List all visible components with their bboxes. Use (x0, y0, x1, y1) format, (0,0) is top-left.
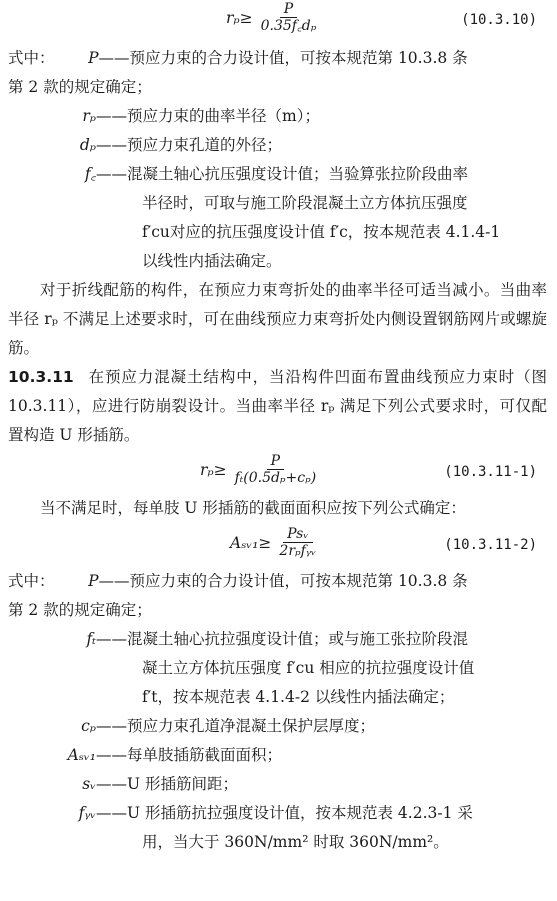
def-continuation: 第 2 款的规定确定； (8, 601, 152, 619)
def-text: ——混凝土轴心抗拉强度设计值；或与施工张拉阶段混 (96, 630, 469, 648)
def-fc (8, 160, 547, 189)
def-text: ——预应力束的合力设计值，可按本规范第 10.3.8 条 (98, 49, 468, 67)
def-symbol: fᵧᵥ (78, 804, 96, 822)
section-number: 10.3.11 (8, 368, 74, 386)
def-symbol: f꜀ (84, 165, 96, 183)
eq-lhs: Aₛᵥ₁≥ (230, 533, 272, 552)
eq-denominator: fₜ(0.5dₚ+cₚ) (234, 470, 317, 486)
def-dp (8, 131, 547, 160)
def-text: ——预应力束的合力设计值，可按本规范第 10.3.8 条 (98, 572, 468, 590)
def-symbol: P (88, 572, 99, 590)
def-rp (8, 102, 547, 131)
def-symbol: Aₛᵥ₁ (67, 746, 96, 764)
def-symbol: cₚ (81, 717, 96, 735)
def-ft (8, 625, 547, 654)
eq-fraction (257, 2, 321, 34)
def-P (8, 44, 547, 73)
eq-lhs: rₚ≥ (200, 460, 227, 479)
eq-fraction (231, 454, 321, 486)
def-text: ——预应力束的曲率半径（m）； (96, 107, 320, 125)
eq-fraction (275, 527, 320, 559)
def-symbol: fₜ (86, 630, 96, 648)
def-cp (8, 712, 547, 741)
eq-denominator: 0.35f꜀dₚ (260, 18, 317, 34)
paragraph-bent-tendons: 对于折线配筋的构件，在预应力束弯折处的曲率半径可适当减小。当曲率半径 rₚ 不满足上述要求时，可在曲线预应力束弯折处内侧设置钢筋网片或螺旋筋。 (8, 281, 547, 357)
def-text: ——U 形插筋间距； (96, 775, 238, 793)
def-lead: 式中： (8, 49, 55, 67)
def-text: ——预应力束孔道的外径； (96, 136, 283, 154)
def-continuation: 以线性内插法确定。 (142, 252, 282, 270)
def-asv1 (8, 741, 547, 770)
def-symbol: dₚ (79, 136, 96, 154)
eq-denominator: 2rₚfᵧᵥ (279, 543, 317, 559)
def-fyv (8, 799, 547, 828)
eq-number: (10.3.10) (461, 12, 537, 28)
def-continuation: 半径时，可取与施工阶段混凝土立方体抗压强度 (142, 194, 468, 212)
def-continuation: 第 2 款的规定确定； (8, 78, 152, 96)
def-continuation: 凝土立方体抗压强度 f′cu 相应的抗拉强度设计值 (142, 659, 475, 677)
definitions-block-2 (8, 567, 547, 857)
eq-number: (10.3.11-2) (444, 537, 537, 553)
def-text: ——U 形插筋抗拉强度设计值，按本规范表 4.2.3-1 采 (96, 804, 473, 822)
equation-10-3-10 (8, 0, 547, 44)
def-symbol: rₚ (82, 107, 96, 125)
eq-numerator: Psᵥ (283, 527, 312, 543)
def-text: ——每单肢插筋截面面积； (96, 746, 283, 764)
section-10-3-11 (8, 363, 547, 450)
section-text: 在预应力混凝土结构中，当沿构件凹面布置曲线预应力束时（图 10.3.11），应进行防崩裂设计。当曲率半径 rₚ 满足下列公式要求时，可仅配置构造 U 形插筋。 (8, 368, 547, 444)
paragraph-u-bars: 当不满足时，每单肢 U 形插筋的截面面积应按下列公式确定： (40, 499, 466, 517)
definitions-block-1 (8, 44, 547, 276)
def-symbol: P (88, 49, 99, 67)
eq-numerator: P (267, 454, 284, 470)
def-text: ——预应力束孔道净混凝土保护层厚度； (96, 717, 376, 735)
equation-10-3-11-1 (8, 450, 547, 494)
eq-number: (10.3.11-1) (444, 464, 537, 480)
def-continuation: 用，当大于 360N/mm² 时取 360N/mm²。 (142, 833, 449, 851)
def-text: ——混凝土轴心抗压强度设计值；当验算张拉阶段曲率 (96, 165, 469, 183)
def-symbol: sᵥ (82, 775, 96, 793)
eq-lhs: rₚ≥ (226, 8, 253, 27)
def-lead: 式中： (8, 572, 55, 590)
def-P (8, 567, 547, 596)
equation-10-3-11-2 (8, 523, 547, 567)
def-continuation: f′cu对应的抗压强度设计值 f′c，按本规范表 4.1.4-1 (142, 223, 501, 241)
def-continuation: f′t，按本规范表 4.1.4-2 以线性内插法确定； (142, 688, 455, 706)
eq-numerator: P (280, 2, 297, 18)
def-sv (8, 770, 547, 799)
